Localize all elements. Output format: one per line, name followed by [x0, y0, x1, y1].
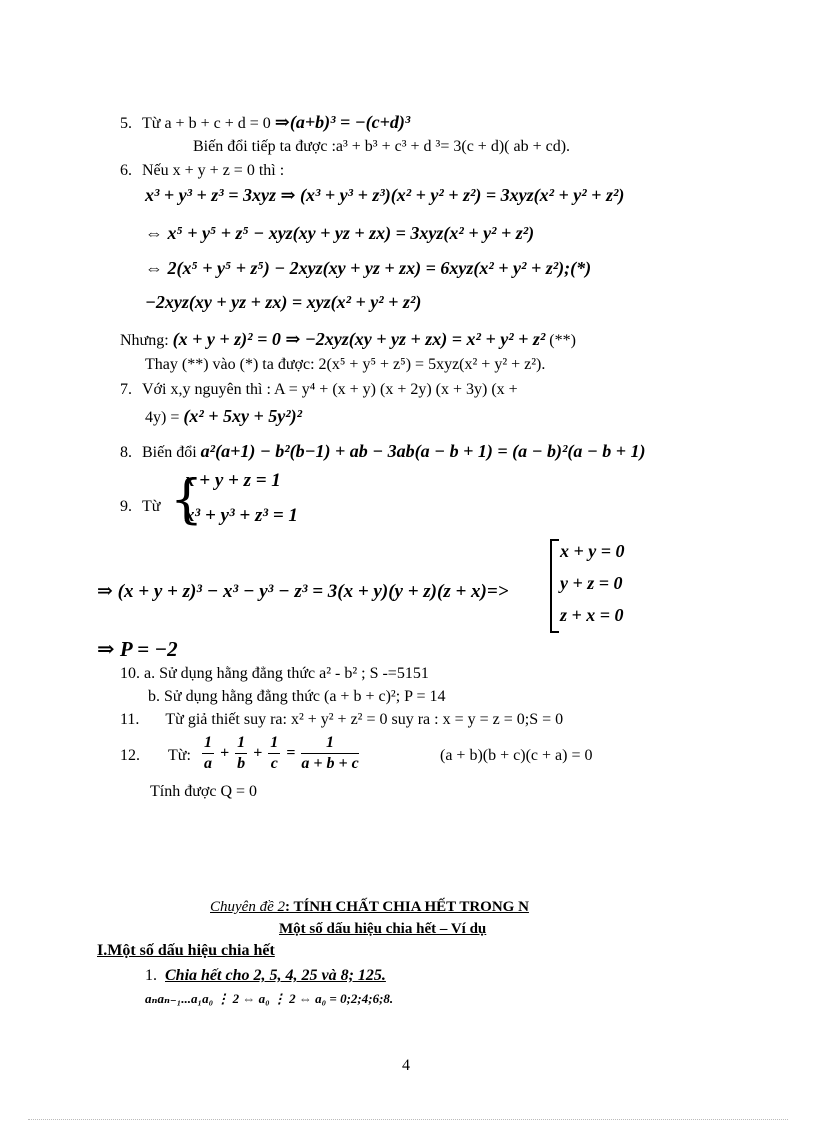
item-11-line [120, 710, 563, 730]
item-12-fraction-equation [200, 733, 361, 774]
p-result: ⇒ P = −2 [97, 637, 178, 661]
nhung-line [120, 329, 576, 351]
item-7-cont: 4y) = [145, 409, 184, 426]
chuyen-de-colon: : [284, 899, 290, 915]
item-9-case3: z + x = 0 [560, 605, 624, 625]
item-9-case2: y + z = 0 [560, 573, 623, 593]
nhung-tag: (**) [549, 332, 576, 349]
item-6-line [120, 161, 284, 181]
item-6-eq3: ⇔ 2(x⁵ + y⁵ + z⁵) − 2xyz(xy + yz + zx) = 6xyz(x² + y² + z²);(*) [145, 258, 592, 278]
equals-sign: = [286, 744, 296, 762]
item-11-label: 11. [120, 711, 140, 728]
item-6-eq1: x³ + y³ + z³ = 3xyz ⇒ (x³ + y³ + z³)(x² + y² + z²) = 3xyz(x² + y² + z²) [145, 185, 625, 205]
frac-den-a: a [204, 755, 212, 772]
frac-den-sum: a + b + c [301, 755, 359, 772]
section-title-line [210, 897, 529, 917]
item-8-line [120, 441, 646, 463]
item-12-label: 12. [120, 747, 140, 764]
nhung-equation: (x + y + z)² = 0 ⇒ −2xyz(xy + yz + zx) = x² + y² + z² [172, 329, 546, 349]
nhung-label: Nhưng: [120, 332, 173, 349]
plus-sign: + [220, 744, 230, 762]
frac-den-c: c [270, 755, 278, 772]
section-subtitle: Một số dấu hiệu chia hết – Ví dụ [279, 921, 487, 937]
subsection-1-num: 1. [145, 967, 157, 984]
heading-I: I.Một số dấu hiệu chia hết [97, 942, 275, 959]
item-6-eq2: ⇔ x⁵ + y⁵ + z⁵ − xyz(xy + yz + zx) = 3xyz(x² + y² + z²) [145, 223, 535, 243]
subsection-1-line [145, 966, 386, 986]
item-9-system-brace: { [170, 470, 204, 530]
item-7-cont-line [145, 406, 302, 428]
item-7-text: Với x,y nguyên thì : A = y⁴ + (x + y) (x + 2y) (x + 3y) (x + [142, 381, 518, 398]
item-12-result: Tính được Q = 0 [150, 783, 258, 800]
item-7-line [120, 380, 518, 400]
item-9-system-eq2: x³ + y³ + z³ = 1 [185, 505, 298, 526]
item-7-equation: (x² + 5xy + 5y²)² [183, 406, 303, 426]
subsection-1-formula: aₙaₙ₋₁...a₁a₀ ⋮ 2 ⇔ a₀ ⋮ 2 ⇔ a₀ = 0;2;4;6;8. [145, 991, 394, 1006]
frac-num: 1 [235, 733, 247, 754]
item-9-case-bracket [550, 539, 559, 633]
item-9-case1: x + y = 0 [560, 541, 625, 561]
page-number: 4 [402, 1057, 410, 1074]
item-7-label: 7. [120, 381, 132, 398]
item-10a: 10. a. Sử dụng hằng đẳng thức a² - b² ; S -=5151 [120, 665, 429, 682]
item-9-system-eq1: x + y + z = 1 [185, 470, 281, 491]
item-5-equation: ⇒(a+b)³ = −(c+d)³ [274, 112, 411, 132]
page-bottom-border [28, 1119, 788, 1120]
item-9-label: 9. [120, 498, 132, 515]
item-6-label: 6. [120, 162, 132, 179]
item-8-text: Biến đổi [142, 444, 201, 461]
item-8-equation: a²(a+1) − b²(b−1) + ab − 3ab(a − b + 1) = (a − b)²(a − b + 1) [200, 441, 646, 461]
subsection-1-title: Chia hết cho 2, 5, 4, 25 và 8; 125. [165, 967, 386, 984]
frac-den-b: b [237, 755, 246, 772]
item-11-text: Từ giả thiết suy ra: x² + y² + z² = 0 suy ra : x = y = z = 0;S = 0 [165, 711, 564, 728]
item-6-text: Nếu x + y + z = 0 thì : [142, 162, 285, 179]
item-9-line [120, 497, 160, 517]
chuyen-de-label: Chuyên đề 2 [210, 899, 285, 915]
item-5-label: 5. [120, 115, 132, 132]
item-12-text: Từ: [168, 747, 191, 764]
item-10b: b. Sử dụng hằng đẳng thức (a + b + c)²; P = 14 [148, 688, 446, 705]
item-12-right: (a + b)(b + c)(c + a) = 0 [440, 747, 593, 764]
thay-line: Thay (**) vào (*) ta được: 2(x⁵ + y⁵ + z⁵) = 5xyz(x² + y² + z²). [145, 356, 546, 373]
item-9-text: Từ [142, 498, 161, 515]
frac-num: 1 [301, 733, 358, 754]
frac-num: 1 [202, 733, 214, 754]
item-5-text: Từ a + b + c + d = 0 [142, 115, 275, 132]
plus-sign: + [253, 744, 263, 762]
item-5-sub: Biến đổi tiếp ta được :a³ + b³ + c³ + d ³= 3(c + d)( ab + cd). [193, 138, 571, 155]
section-title: TÍNH CHẤT CHIA HẾT TRONG N [289, 899, 529, 915]
frac-num: 1 [268, 733, 280, 754]
item-5-line [120, 112, 410, 134]
item-8-label: 8. [120, 444, 132, 461]
item-6-eq4: −2xyz(xy + yz + zx) = xyz(x² + y² + z²) [145, 292, 422, 312]
item-9-implication: ⇒ (x + y + z)³ − x³ − y³ − z³ = 3(x + y)(y + z)(z + x)=> [97, 581, 509, 602]
